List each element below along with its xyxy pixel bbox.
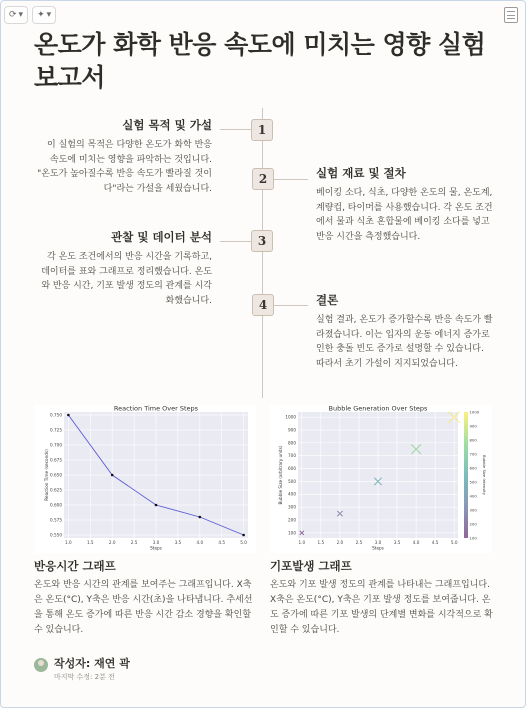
step-body-4: 실험 결과, 온도가 증가할수록 반응 속도가 빨라졌습니다. 이는 입자의 운동 에너지 증가로 인한 충돌 빈도 증가로 설명할 수 있습니다. 따라서 초기 가설이 지지되었습니다. <box>316 315 493 369</box>
x-tick-label: 3.0 <box>374 540 382 545</box>
avatar[interactable] <box>34 658 48 672</box>
x-tick-label: 5.0 <box>450 540 458 545</box>
y-tick-label: 0.750 <box>50 412 62 418</box>
data-point <box>67 414 70 417</box>
step-title-3: 관찰 및 데이터 분석 <box>111 230 212 244</box>
refresh-button[interactable] <box>4 6 28 24</box>
y-axis-label: Reaction Time (seconds) <box>44 449 49 501</box>
colorbar-tick-label: 100 <box>469 535 477 541</box>
x-tick-label: 1.5 <box>86 540 94 545</box>
y-tick-label: 0.725 <box>50 427 62 433</box>
toolbar <box>4 6 56 26</box>
y-tick-label: 700 <box>288 453 296 459</box>
x-tick-label: 3.5 <box>393 540 401 545</box>
author-name: 작성자: 재연 곽 <box>54 657 130 670</box>
step-badge-3: 3 <box>251 230 273 252</box>
data-point <box>155 504 158 507</box>
chevron-down-icon: ▾ <box>46 10 52 20</box>
step-title-1: 실험 목적 및 가설 <box>122 118 212 132</box>
x-tick-label: 3.0 <box>152 540 160 545</box>
x-tick-label: 2.5 <box>355 540 363 545</box>
sparkle-icon: ✦ <box>37 10 45 20</box>
colorbar-tick-label: 200 <box>469 521 477 527</box>
x-tick-label: 3.5 <box>174 540 182 545</box>
y-tick-label: 0.675 <box>50 457 62 463</box>
chart-title: Reaction Time Over Steps <box>113 405 199 413</box>
reaction-time-chart-card <box>34 405 256 553</box>
connector-3 <box>220 241 252 242</box>
colorbar-tick-label: 300 <box>469 507 477 513</box>
step-body-1: 이 실험의 목적은 다양한 온도가 화학 반응 속도에 미치는 영향을 파악하는 것입니다. "온도가 높아질수록 반응 속도가 빨라질 것이다"라는 가설을 세웠습니다. <box>37 140 212 194</box>
document-icon[interactable] <box>504 7 518 23</box>
connector-1 <box>220 129 252 130</box>
y-tick-label: 400 <box>288 491 296 497</box>
chart-title: Bubble Generation Over Steps <box>328 405 428 413</box>
x-axis-label: Steps <box>150 545 162 551</box>
reaction-time-chart <box>34 405 256 553</box>
x-tick-label: 4.0 <box>196 540 204 545</box>
y-tick-label: 600 <box>288 465 296 471</box>
x-axis-label: Steps <box>372 545 384 551</box>
x-tick-label: 4.5 <box>218 540 226 545</box>
colorbar <box>464 412 468 538</box>
x-tick-label: 2.0 <box>336 540 344 545</box>
y-tick-label: 200 <box>288 517 296 523</box>
x-tick-label: 1.5 <box>317 540 325 545</box>
y-tick-label: 1000 <box>285 414 296 420</box>
bubble-chart-card <box>270 405 492 553</box>
step-title-2: 실험 재료 및 절차 <box>316 166 406 180</box>
step-badge-4: 4 <box>252 294 274 316</box>
bubble-generation-chart <box>270 405 492 553</box>
x-tick-label: 5.0 <box>240 540 247 545</box>
y-tick-label: 800 <box>288 440 296 446</box>
x-tick-label: 2.5 <box>130 540 138 545</box>
bubble-chart-title: 기포발생 그래프 <box>270 559 352 573</box>
colorbar-tick-label: 700 <box>469 451 477 457</box>
y-axis-label: Bubble Size (arbitrary units) <box>278 445 283 505</box>
y-tick-label: 100 <box>288 530 296 536</box>
y-tick-label: 0.625 <box>50 487 62 493</box>
reaction-chart-title: 반응시간 그래프 <box>34 559 116 573</box>
step-badge-2: 2 <box>252 168 274 190</box>
reaction-chart-description: 온도와 반응 시간의 관계를 보여주는 그래프입니다. X축은 온도(°C), Y축은 반응 시간(초)을 나타냅니다. 추세선을 통해 온도 증가에 따른 반응 시간 감소 경향을 확인할 수 있습니다. <box>34 580 253 635</box>
y-tick-label: 300 <box>288 504 296 510</box>
data-point <box>242 534 245 537</box>
colorbar-tick-label: 600 <box>469 465 477 471</box>
colorbar-tick-label: 800 <box>469 437 477 443</box>
y-tick-label: 0.700 <box>50 442 62 448</box>
y-tick-label: 0.575 <box>50 517 62 523</box>
x-tick-label: 1.0 <box>65 540 72 545</box>
step-badge-1: 1 <box>251 119 273 141</box>
y-tick-label: 0.550 <box>50 532 62 538</box>
timeline-line <box>262 108 263 398</box>
y-tick-label: 0.600 <box>50 502 62 508</box>
colorbar-label: Bubble Size Intensity <box>482 455 487 495</box>
chevron-down-icon: ▾ <box>18 10 24 20</box>
step-body-2: 베이킹 소다, 식초, 다양한 온도의 물, 온도계, 계량컵, 타이머를 사용했습니다. 각 온도 조건에서 물과 식초 혼합물에 베이킹 소다를 넣고 반응 시간을 측정했습니다. <box>316 188 493 242</box>
step-body-3: 각 온도 조건에서의 반응 시간을 기록하고, 데이터를 표와 그래프로 정리했습니다. 온도와 반응 시간, 기포 발생 정도의 관계를 시각화했습니다. <box>41 252 212 306</box>
refresh-icon: ⟳ <box>9 10 17 20</box>
last-edited: 마지막 수정: 2분 전 <box>54 673 115 681</box>
x-tick-label: 2.0 <box>108 540 116 545</box>
y-tick-label: 0.650 <box>50 472 62 478</box>
page-title: 온도가 화학 반응 속도에 미치는 영향 실험 보고서 <box>34 30 486 92</box>
y-tick-label: 900 <box>288 427 296 433</box>
x-tick-label: 4.5 <box>431 540 439 545</box>
x-tick-label: 1.0 <box>298 540 306 545</box>
y-tick-label: 500 <box>288 478 296 484</box>
colorbar-tick-label: 1000 <box>469 409 480 415</box>
ai-button[interactable] <box>32 6 56 24</box>
x-tick-label: 4.0 <box>412 540 420 545</box>
bubble-chart-description: 온도와 기포 발생 정도의 관계를 나타내는 그래프입니다. X축은 온도(°C), Y축은 기포 발생 정도를 보여줍니다. 온도 증가에 따른 기포 발생의 단계별 변화를 시각적으로 확인할 수 있습니다. <box>270 580 493 635</box>
connector-2 <box>274 179 308 180</box>
colorbar-tick-label: 400 <box>469 493 477 499</box>
connector-4 <box>274 305 308 306</box>
step-title-4: 결론 <box>316 293 339 307</box>
data-point <box>111 474 114 477</box>
colorbar-tick-label: 900 <box>469 423 477 429</box>
colorbar-tick-label: 500 <box>469 479 477 485</box>
data-point <box>199 516 202 519</box>
